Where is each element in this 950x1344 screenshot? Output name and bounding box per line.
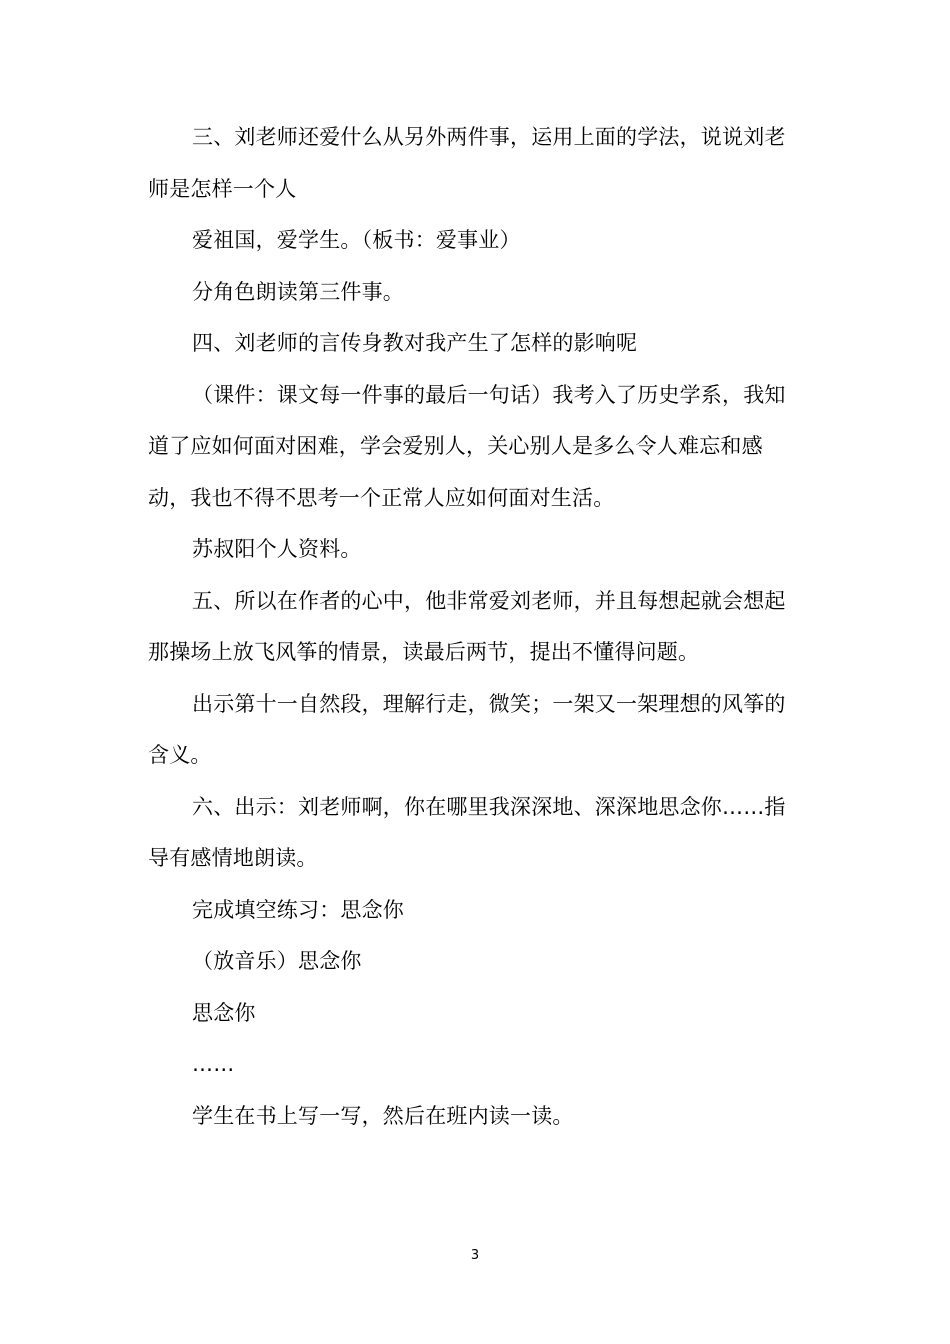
paragraph-2: 爱祖国，爱学生。（板书：爱事业） (192, 228, 521, 252)
paragraph-8: 出示第十一自然段，理解行走，微笑；一架又一架理想的风筝的含义。 (148, 691, 786, 767)
paragraph-10: 完成填空练习：思念你 (192, 897, 404, 922)
paragraph-6: 苏叔阳个人资料。 (192, 537, 362, 561)
paragraph-4: 四、刘老师的言传身教对我产生了怎样的影响呢 (192, 331, 638, 355)
paragraph-5: （课件：课文每一件事的最后一句话）我考入了历史学系，我知道了应如何面对困难，学会爱别人，关心别人是多么令人难忘和感动，我也不得不思考一个正常人应如何面对生活。 (148, 382, 786, 510)
page-number: 3 (470, 1248, 480, 1263)
paragraph-7: 五、所以在作者的心中，他非常爱刘老师，并且每想起就会想起那操场上放飞风筝的情景，读最后两节，提出不懂得问题。 (148, 588, 786, 664)
paragraph-11: （放音乐）思念你 (192, 949, 362, 973)
paragraph-13: …… (192, 1052, 235, 1076)
paragraph-3: 分角色朗读第三件事。 (192, 279, 404, 304)
paragraph-1: 三、刘老师还爱什么从另外两件事，运用上面的学法，说说刘老师是怎样一个人 (148, 125, 786, 201)
page-body (148, 112, 798, 1142)
paragraph-14: 学生在书上写一写，然后在班内读一读。 (192, 1103, 574, 1128)
paragraph-9: 六、出示：刘老师啊，你在哪里我深深地、深深地思念你……指导有感情地朗读。 (148, 794, 786, 870)
paragraph-12: 思念你 (192, 1000, 256, 1025)
